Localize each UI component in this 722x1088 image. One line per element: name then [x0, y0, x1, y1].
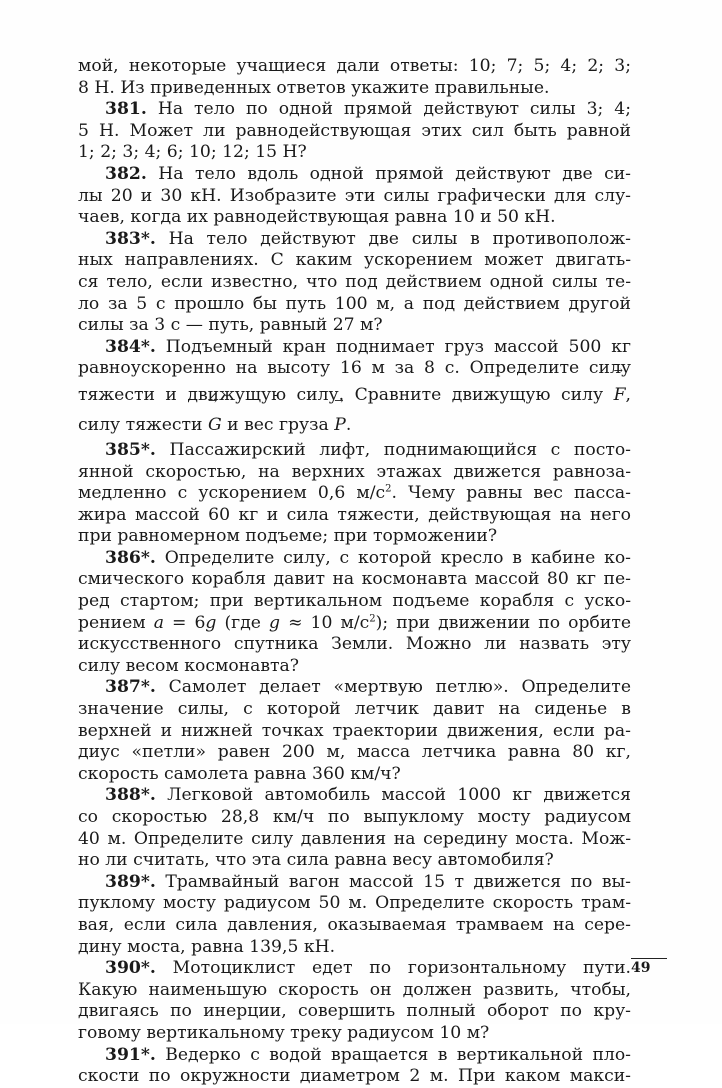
text-line: [78, 207, 631, 229]
line-text: ≈ 10 м/с: [280, 612, 370, 633]
problem-start-line: [78, 440, 631, 462]
text-line: [78, 121, 631, 143]
line-text: Трамвайный вагон массой 15 т движется по вы-: [155, 871, 631, 892]
text-line: [78, 1001, 631, 1023]
line-text: но ли считать, что эта сила равна весу автомобиля?: [78, 850, 554, 871]
line-text: медленно с ускорением 0,6 м/с: [78, 483, 386, 504]
math-variable: g: [205, 612, 217, 633]
text-line: [78, 721, 631, 743]
text-line: [78, 764, 631, 786]
problem-start-line: [78, 548, 631, 570]
line-text: силу тяжести: [78, 414, 208, 435]
math-variable: a: [153, 612, 164, 633]
line-text: рением: [78, 612, 154, 633]
line-text: .: [345, 414, 352, 435]
problem-number: 389*.: [105, 871, 156, 892]
line-text: двигаясь по инерции, совершить полный оборот по кру-: [78, 1001, 631, 1022]
text-line: [78, 505, 631, 527]
superscript: 2: [369, 612, 376, 624]
line-text: вая, если сила давления, оказываемая трамваем на сере-: [78, 914, 631, 935]
text-line: [78, 250, 631, 272]
line-text: янной скоростью, на верхних этажах движется равноза-: [78, 461, 631, 482]
line-text: . Чему равны вес пасса-: [391, 483, 631, 504]
text-line: [78, 315, 631, 337]
problem-start-line: [78, 677, 631, 699]
text-line: [78, 656, 631, 678]
text-line: [78, 1023, 631, 1045]
line-text: Какую наименьшую скорость он должен развить, чтобы,: [78, 979, 631, 1000]
line-text: Пассажирский лифт, поднимающийся с посто-: [155, 439, 631, 460]
text-line: [78, 980, 631, 1002]
problem-text-block: [78, 56, 631, 1088]
text-line: [78, 186, 631, 208]
problem-start-line: [78, 229, 631, 251]
text-line: [78, 380, 631, 410]
line-text: тяжести и движущую силу. Сравните движущую силу: [78, 384, 614, 405]
line-text: ся тело, если известно, что под действием одной силы те-: [78, 271, 631, 292]
text-line: [78, 483, 631, 505]
text-line: [78, 937, 631, 959]
problem-number: 391*.: [105, 1044, 156, 1065]
text-line: [78, 699, 631, 721]
line-text: скорость самолета равна 360 км/ч?: [78, 763, 401, 784]
text-line: [78, 613, 631, 635]
line-text: искусственного спутника Земли. Можно ли назвать эту: [78, 634, 631, 655]
line-text: Подъемный кран поднимает груз массой 500 кг: [155, 336, 631, 357]
line-text: дину моста, равна 139,5 кН.: [78, 936, 336, 957]
line-text: чаев, когда их равнодействующая равна 10 и 50 кН.: [78, 207, 556, 228]
text-line: [78, 591, 631, 613]
line-text: (где: [216, 612, 270, 633]
vector-symbol: → F: [614, 380, 626, 410]
line-text: мой, некоторые учащиеся дали ответы: 10; 7; 5; 4; 2; 3;: [78, 56, 631, 76]
line-text: 40 м. Определите силу давления на середину моста. Мож-: [78, 828, 631, 849]
text-line: [78, 526, 631, 548]
text-line: [78, 410, 631, 440]
line-text: верхней и нижней точках траектории движения, если ра-: [78, 720, 631, 741]
text-line: [78, 1066, 631, 1088]
problem-number: 387*.: [105, 677, 156, 698]
text-line: [78, 742, 631, 764]
problem-start-line: [78, 958, 631, 980]
problem-start-line: [78, 1045, 631, 1067]
problem-number: 388*.: [105, 785, 156, 806]
text-line: [78, 272, 631, 294]
problem-start-line: [78, 337, 631, 359]
text-line: [78, 569, 631, 591]
text-line: [78, 78, 631, 100]
line-text: = 6: [163, 612, 206, 633]
text-line: [78, 358, 631, 380]
line-text: лы 20 и 30 кН. Изобразите эти силы графически для слу-: [78, 185, 631, 206]
superscript: 2: [385, 483, 392, 495]
page-number: 49: [631, 958, 667, 976]
line-text: со скоростью 28,8 км/ч по выпуклому мосту радиусом: [78, 807, 631, 827]
line-text: ); при движении по орбите: [375, 612, 632, 633]
vector-symbol: → G: [208, 410, 222, 440]
problem-number: 381.: [105, 99, 147, 120]
line-text: диус «петли» равен 200 м, масса летчика равна 80 кг,: [78, 742, 631, 763]
line-text: силу весом космонавта?: [78, 655, 300, 676]
problem-number: 384*.: [105, 336, 156, 357]
text-line: [78, 56, 631, 78]
problem-number: 385*.: [105, 439, 156, 460]
text-line: [78, 294, 631, 316]
line-text: ,: [625, 384, 631, 405]
line-text: ло за 5 с прошло бы путь 100 м, а под действием другой: [78, 293, 631, 314]
problem-number: 383*.: [105, 228, 156, 249]
text-line: [78, 462, 631, 484]
line-text: и вес груза: [221, 414, 335, 435]
line-text: жира массой 60 кг и сила тяжести, действующая на него: [78, 504, 631, 525]
line-text: Определите силу, с которой кресло в кабине ко-: [155, 547, 631, 568]
math-variable: g: [269, 612, 281, 633]
text-line: [78, 829, 631, 851]
line-text: Самолет делает «мертвую петлю». Определите: [155, 677, 631, 698]
line-text: пуклому мосту радиусом 50 м. Определите скорость трам-: [78, 893, 631, 914]
problem-number: 390*.: [105, 958, 156, 979]
problem-start-line: [78, 164, 631, 186]
line-text: скости по окружности диаметром 2 м. При каком макси-: [78, 1066, 631, 1087]
line-text: ных направлениях. С каким ускорением может двигать-: [78, 250, 631, 271]
line-text: Легковой автомобиль массой 1000 кг движется: [155, 785, 631, 806]
line-text: при равномерном подъеме; при торможении?: [78, 526, 498, 547]
line-text: значение силы, с которой летчик давит на сиденье в: [78, 699, 631, 720]
line-text: Ведерко с водой вращается в вертикальной пло-: [155, 1044, 631, 1065]
text-line: [78, 807, 631, 829]
line-text: На тело действуют две силы в противополож-: [155, 228, 631, 249]
text-line: [78, 850, 631, 872]
problem-start-line: [78, 872, 631, 894]
line-text: 1; 2; 3; 4; 6; 10; 12; 15 Н?: [78, 142, 307, 163]
problem-start-line: [78, 785, 631, 807]
line-text: смического корабля давит на космонавта массой 80 кг пе-: [78, 569, 631, 590]
line-text: говому вертикальному треку радиусом 10 м?: [78, 1022, 490, 1043]
line-text: 8 Н. Из приведенных ответов укажите правильные.: [78, 77, 550, 98]
text-line: [78, 893, 631, 915]
line-text: 5 Н. Может ли равнодействующая этих сил быть равной: [78, 120, 631, 141]
problem-number: 386*.: [105, 547, 156, 568]
line-text: силы за 3 с — путь, равный 27 м?: [78, 315, 383, 336]
line-text: ред стартом; при вертикальном подъеме корабля с уско-: [78, 591, 631, 612]
line-text: Мотоциклист едет по горизонтальному пути.: [155, 958, 631, 979]
vector-symbol: → P: [334, 410, 346, 440]
text-line: [78, 915, 631, 937]
line-text: На тело по одной прямой действуют силы 3; 4;: [146, 99, 631, 120]
problem-start-line: [78, 99, 631, 121]
problem-number: 382.: [105, 163, 147, 184]
text-line: [78, 634, 631, 656]
line-text: На тело вдоль одной прямой действуют две си-: [146, 163, 631, 184]
line-text: равноускоренно на высоту 16 м за 8 с. Определите силу: [78, 358, 631, 379]
text-line: [78, 142, 631, 164]
